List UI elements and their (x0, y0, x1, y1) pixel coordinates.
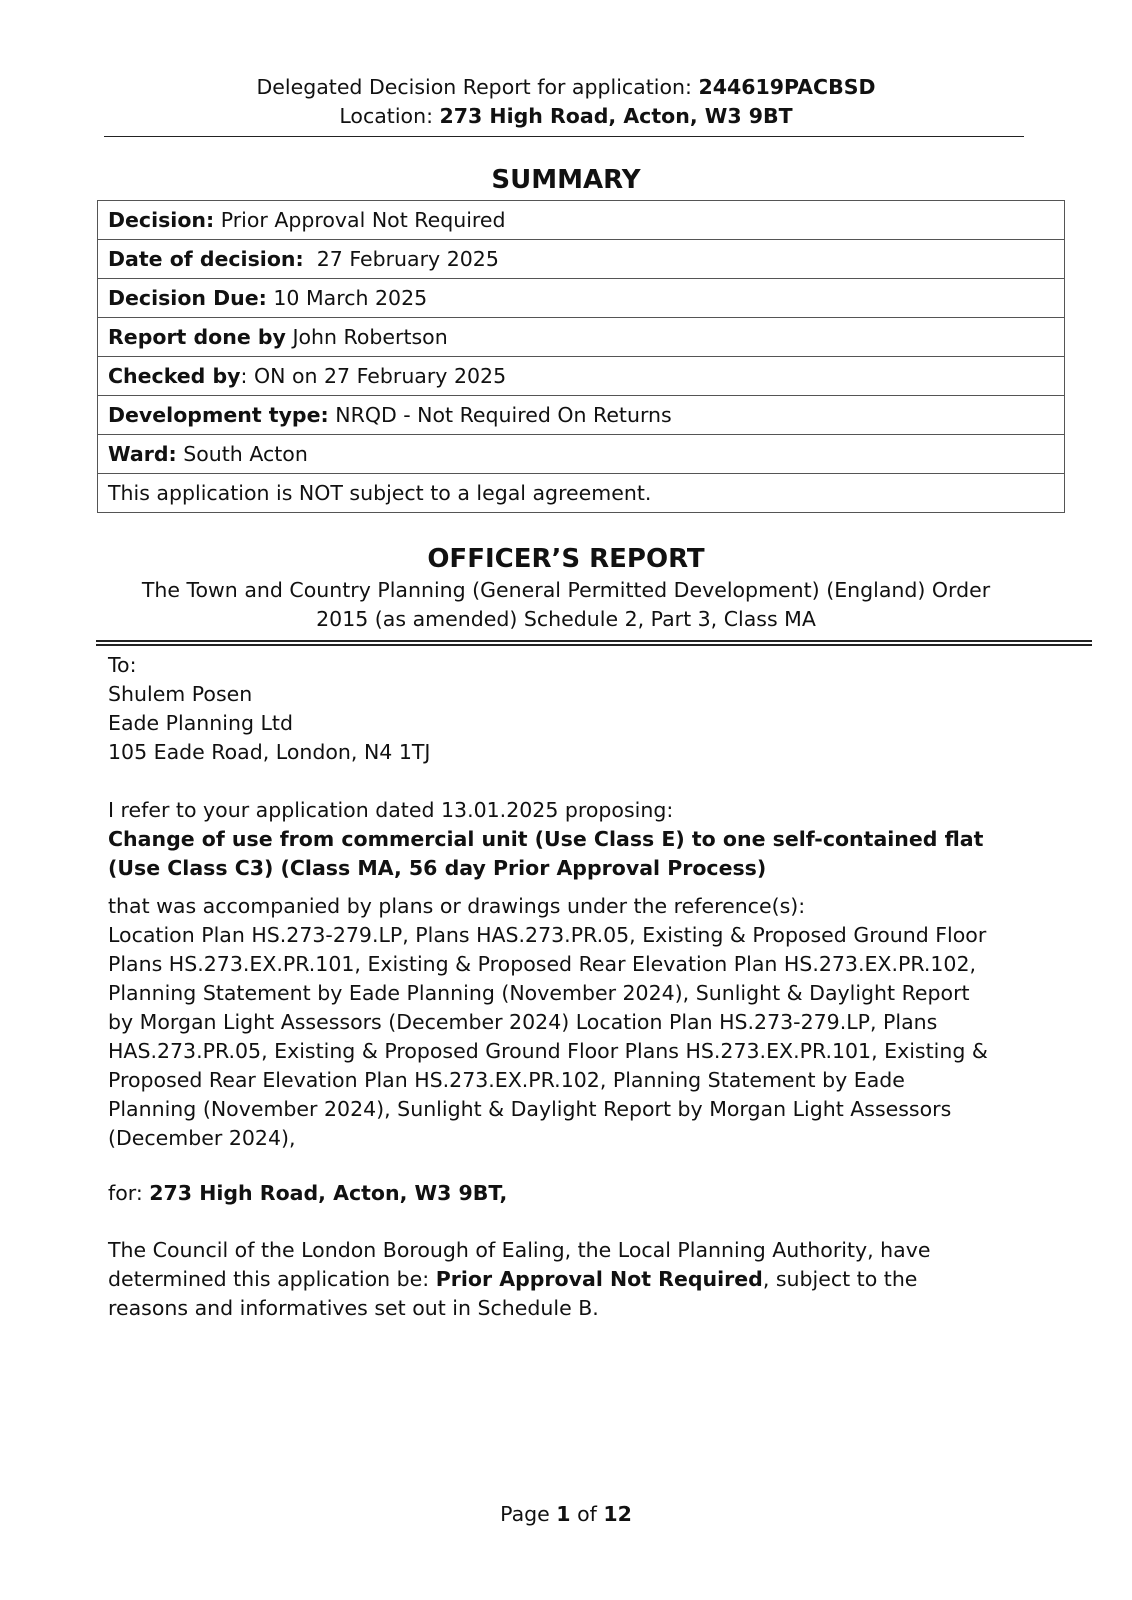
subtitle-line: 2015 (as amended) Schedule 2, Part 3, Class MA (316, 607, 816, 631)
recipient-name: Shulem Posen (108, 682, 253, 706)
plans-block (108, 892, 1028, 1153)
determination-prefix: determined this application be: (108, 1267, 436, 1291)
summary-table (97, 200, 1065, 513)
determination-decision: Prior Approval Not Required (435, 1267, 763, 1291)
summary-label: Ward: (108, 442, 177, 466)
plans-line: HAS.273.PR.05, Existing & Proposed Ground Floor Plans HS.273.EX.PR.101, Existing & (108, 1039, 988, 1063)
summary-row-decision-due (98, 279, 1065, 318)
summary-row-legal-note (98, 474, 1065, 513)
header-divider (104, 136, 1024, 137)
officer-report-subtitle (0, 576, 1132, 634)
plans-line: (December 2024), (108, 1126, 296, 1150)
for-address-line (108, 1179, 1028, 1208)
application-label: Delegated Decision Report for application: (256, 75, 699, 99)
summary-label: Checked by (108, 364, 241, 388)
summary-legal-note: This application is NOT subject to a legal agreement. (98, 474, 1065, 513)
summary-label: Decision Due: (108, 286, 267, 310)
summary-cell (98, 396, 1065, 435)
summary-label: Decision: (108, 208, 215, 232)
summary-value: : ON on 27 February 2025 (240, 364, 507, 388)
determination-line: reasons and informatives set out in Schedule B. (108, 1296, 599, 1320)
plans-line: that was accompanied by plans or drawings under the reference(s): (108, 894, 806, 918)
recipient-block (108, 651, 1028, 767)
summary-cell (98, 201, 1065, 240)
summary-value: 27 February 2025 (303, 247, 499, 271)
summary-row-ward (98, 435, 1065, 474)
summary-value: NRQD - Not Required On Returns (328, 403, 672, 427)
recipient-address: 105 Eade Road, London, N4 1TJ (108, 740, 431, 764)
page-label: Page (500, 1502, 557, 1526)
summary-title: SUMMARY (491, 165, 641, 195)
proposal-text: Change of use from commercial unit (Use Class E) to one self-contained flat (108, 827, 984, 851)
determination-suffix: , subject to the (762, 1267, 918, 1291)
plans-line: Proposed Rear Elevation Plan HS.273.EX.PR.102, Planning Statement by Eade (108, 1068, 905, 1092)
determination-line (108, 1265, 1028, 1294)
location-line (0, 102, 1132, 131)
plans-line: Location Plan HS.273-279.LP, Plans HAS.273.PR.05, Existing & Proposed Ground Floor (108, 923, 987, 947)
summary-cell (98, 240, 1065, 279)
summary-cell (98, 435, 1065, 474)
report-header (0, 73, 1132, 131)
plans-line: by Morgan Light Assessors (December 2024) Location Plan HS.273-279.LP, Plans (108, 1010, 938, 1034)
location-value: 273 High Road, Acton, W3 9BT (439, 104, 793, 128)
determination-line: The Council of the London Borough of Ealing, the Local Planning Authority, have (108, 1238, 931, 1262)
summary-row-decision (98, 201, 1065, 240)
plans-line: Plans HS.273.EX.PR.101, Existing & Proposed Rear Elevation Plan HS.273.EX.PR.102, (108, 952, 977, 976)
summary-cell (98, 318, 1065, 357)
summary-row-date-of-decision (98, 240, 1065, 279)
summary-value: South Acton (176, 442, 308, 466)
summary-label: Report done by (108, 325, 286, 349)
proposal-text: (Use Class C3) (Class MA, 56 day Prior Approval Process) (108, 856, 767, 880)
recipient-company: Eade Planning Ltd (108, 711, 293, 735)
summary-cell (98, 279, 1065, 318)
application-intro-block (108, 796, 1028, 883)
summary-row-development-type (98, 396, 1065, 435)
location-label: Location: (339, 104, 440, 128)
summary-row-report-done-by (98, 318, 1065, 357)
page-of: of (570, 1502, 604, 1526)
for-address: 273 High Road, Acton, W3 9BT, (149, 1181, 508, 1205)
page-total: 12 (603, 1502, 632, 1526)
plans-line: Planning (November 2024), Sunlight & Daylight Report by Morgan Light Assessors (108, 1097, 952, 1121)
officer-report-title: OFFICER’S REPORT (427, 544, 705, 574)
summary-value: Prior Approval Not Required (214, 208, 506, 232)
page-current: 1 (556, 1502, 571, 1526)
proposal-line (108, 854, 1028, 883)
summary-row-checked-by (98, 357, 1065, 396)
proposal-line (108, 825, 1028, 854)
summary-label: Date of decision: (108, 247, 304, 271)
application-reference: 244619PACBSD (698, 75, 876, 99)
subtitle-line: The Town and Country Planning (General Permitted Development) (England) Order (141, 578, 991, 602)
application-intro: I refer to your application dated 13.01.2025 proposing: (108, 798, 674, 822)
summary-cell (98, 357, 1065, 396)
summary-value: 10 March 2025 (266, 286, 428, 310)
for-label: for: (108, 1181, 150, 1205)
summary-label: Development type: (108, 403, 329, 427)
recipient-to: To: (108, 653, 137, 677)
page-footer (0, 1500, 1132, 1529)
application-line (0, 73, 1132, 102)
summary-value: John Robertson (285, 325, 448, 349)
section-double-divider (96, 640, 1092, 646)
plans-line: Planning Statement by Eade Planning (November 2024), Sunlight & Daylight Report (108, 981, 970, 1005)
determination-block (108, 1236, 1028, 1323)
